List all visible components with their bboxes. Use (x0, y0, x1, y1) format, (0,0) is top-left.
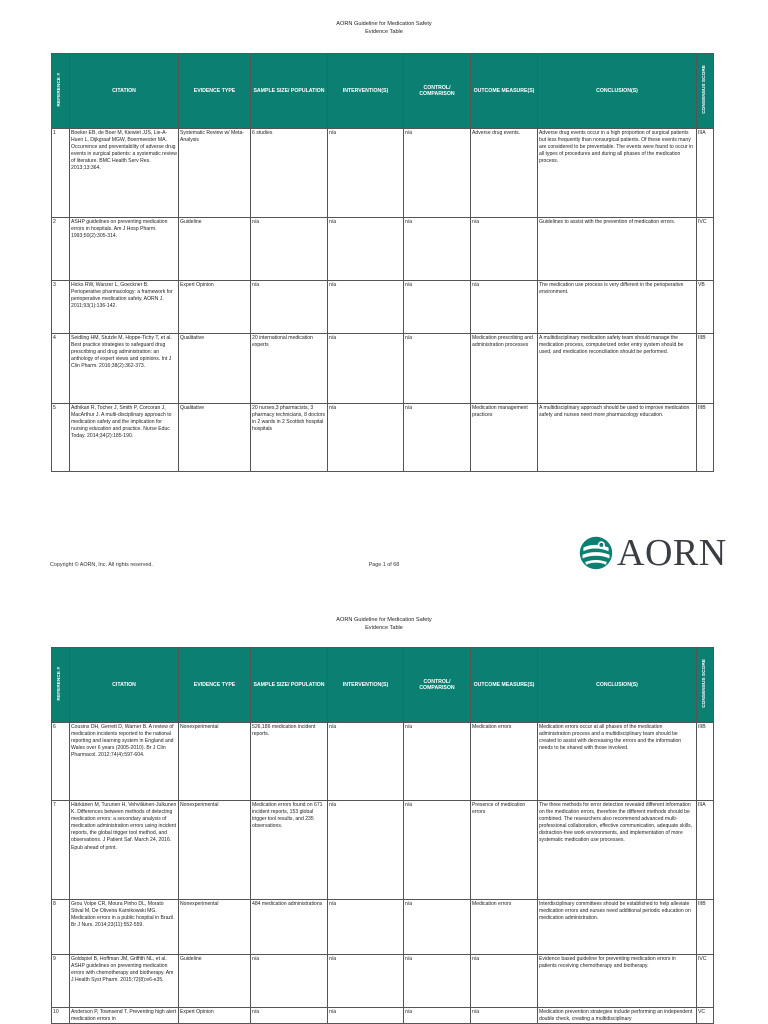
cell-conclusion: Medication prevention strategies include performing an independent double check, creating a multidisciplinary (538, 1008, 697, 1024)
cell-outcome: Presence of medication errors (471, 801, 538, 900)
cell-ref: 6 (52, 723, 70, 801)
cell-type: Nonexperimental (179, 801, 251, 900)
cell-conclusion: A multidisciplinary medication safety team should manage the medication process, computerized order entry system should be used, and medication reconciliation should be performed. (538, 334, 697, 404)
cell-citation: ASHP guidelines on preventing medication errors in hospitals. Am J Hosp Pharm. 1993;50(2):305-314. (70, 218, 179, 281)
cell-control: n/a (404, 404, 471, 472)
cell-citation: Adhikari R, Tocher J, Smith P, Corcoran J, MacArthur J. A multi-disciplinary approach to medication safety and the implication for nursing education and practice. Nurse Educ Today. 2014;34(2):185-190. (70, 404, 179, 472)
header-conclusion: CONCLUSION(S) (538, 648, 697, 723)
header-citation: CITATION (70, 648, 179, 723)
cell-score: VB (697, 281, 714, 334)
footer-copyright: Copyright © AORN, Inc. All rights reserved. (50, 562, 153, 568)
document-subtitle: Evidence Table (365, 28, 403, 35)
evidence-table-page-1 (51, 53, 714, 472)
cell-citation: Boeker EB, de Boer M, Kiewiet JJS, Lie-A-Huen L, Dijkgraaf MGW, Boermeester MA. Occurrence and preventability of adverse drug events in surgical patients: a systematic review of literature. BMC Health Serv Res. 2013;13:364. (70, 129, 179, 218)
evidence-table-page-2 (51, 647, 714, 1024)
cell-score: IIIA (697, 129, 714, 218)
cell-outcome: Adverse drug events. (471, 129, 538, 218)
cell-sample: 20 nurses,3 pharmacists, 3 pharmacy technicians, 8 doctors in 2 wards in 2 Scottish hospital hospitals (251, 404, 328, 472)
cell-control: n/a (404, 129, 471, 218)
header-intervention: INTERVENTION(S) (328, 54, 404, 129)
cell-score: IIIB (697, 404, 714, 472)
cell-sample: n/a (251, 1008, 328, 1024)
header-evidence-type: EVIDENCE TYPE (179, 54, 251, 129)
header-outcome: OUTCOME MEASURE(S) (471, 54, 538, 129)
cell-citation: Goldspiel B, Hoffman JM, Griffith NL, et al. ASHP guidelines on preventing medication errors with chemotherapy and biotherapy. Am J Health Syst Pharm. 2015;72(8):e6-e35. (70, 955, 179, 1008)
cell-ref: 2 (52, 218, 70, 281)
cell-ref: 4 (52, 334, 70, 404)
cell-type: Nonexperimental (179, 900, 251, 955)
cell-control: n/a (404, 900, 471, 955)
cell-ref: 5 (52, 404, 70, 472)
cell-conclusion: Guidelines to assist with the prevention of medication errors. (538, 218, 697, 281)
cell-score: IIIB (697, 334, 714, 404)
cell-outcome: n/a (471, 955, 538, 1008)
cell-conclusion: The medication use process is very different in the perioperative environment. (538, 281, 697, 334)
cell-outcome: Medication management practices (471, 404, 538, 472)
cell-citation: Hicks RW, Wanzer L, Goeckner B. Perioperative pharmacology: a framework for perioperative medication safety. AORN J. 2011;93(1):136-142. (70, 281, 179, 334)
cell-citation: Seidling HM, Stutzle M, Hoppe-Tichy T, et al. Best practice strategies to safeguard drug prescribing and drug administration: an anthology of expert views and opinions. Int J Clin Pharm. 2016;38(2):362-373. (70, 334, 179, 404)
cell-ref: 8 (52, 900, 70, 955)
header-control: CONTROL/ COMPARISON (404, 648, 471, 723)
cell-sample: n/a (251, 955, 328, 1008)
cell-score: IVC (697, 218, 714, 281)
cell-sample: n/a (251, 218, 328, 281)
cell-intervention: n/a (328, 281, 404, 334)
cell-score: IIIB (697, 900, 714, 955)
cell-sample: 20 international medication experts (251, 334, 328, 404)
table-row (52, 1008, 714, 1024)
footer-page-number: Page 1 of 68 (368, 562, 400, 568)
cell-ref: 9 (52, 955, 70, 1008)
cell-intervention: n/a (328, 801, 404, 900)
aorn-logo-text: AORN (617, 532, 727, 574)
cell-conclusion: Interdisciplinary committees should be established to help alleviate medication errors and nurses need additional periodic education on medication administration. (538, 900, 697, 955)
table-row (52, 404, 714, 472)
cell-intervention: n/a (328, 334, 404, 404)
cell-control: n/a (404, 801, 471, 900)
header-sample: SAMPLE SIZE/ POPULATION (251, 648, 328, 723)
table-row (52, 334, 714, 404)
cell-intervention: n/a (328, 900, 404, 955)
document-subtitle: Evidence Table (365, 624, 403, 631)
table-row (52, 723, 714, 801)
table-row (52, 218, 714, 281)
header-citation: CITATION (70, 54, 179, 129)
cell-control: n/a (404, 218, 471, 281)
cell-score: IVC (697, 955, 714, 1008)
cell-intervention: n/a (328, 955, 404, 1008)
cell-sample: Medication errors found on 671 incident reports, 153 global trigger tool results, and 235 observations. (251, 801, 328, 900)
cell-type: Systematic Review w/ Meta-Analysis (179, 129, 251, 218)
cell-intervention: n/a (328, 1008, 404, 1024)
header-sample: SAMPLE SIZE/ POPULATION (251, 54, 328, 129)
cell-control: n/a (404, 1008, 471, 1024)
cell-sample: n/a (251, 281, 328, 334)
cell-outcome: n/a (471, 1008, 538, 1024)
cell-intervention: n/a (328, 218, 404, 281)
cell-citation: Cousins DH, Gerrett D, Warner B. A review of medication incidents reported to the national reporting and learning system in England and Wales over 6 years (2005-2010). Br J Clin Pharmacol. 2012;74(4):597-604. (70, 723, 179, 801)
cell-sample: 6 studies (251, 129, 328, 218)
cell-citation: Anderson P, Townsend T. Preventing high alert medication errors in (70, 1008, 179, 1024)
cell-conclusion: Medication errors occur at all phases of the medication administration process and a multidisciplinary team should be created to assist with decreasing the errors and the information needs to be shared with those involved. (538, 723, 697, 801)
page-title (0, 21, 768, 36)
document-title: AORN Guideline for Medication Safety (336, 21, 432, 27)
cell-conclusion: Evidence based guideline for preventing medication errors in patients receiving chemotherapy and biotherapy. (538, 955, 697, 1008)
header-evidence-type: EVIDENCE TYPE (179, 648, 251, 723)
cell-intervention: n/a (328, 404, 404, 472)
cell-outcome: Medication errors (471, 900, 538, 955)
cell-conclusion: A multidisciplinary approach should be used to improve medication safety and nurses need more pharmacology education. (538, 404, 697, 472)
header-reference: REFERENCE # (52, 54, 70, 129)
cell-outcome: Medication prescribing and administration processes (471, 334, 538, 404)
cell-citation: Grou Volpe CR, Moura Pinho DL, Morato Stival M, De Oliveira Karnikowski MG. Medication errors in a public hospital in Brazil. Br J Nurs. 2014;23(11):552-559. (70, 900, 179, 955)
header-consensus: CONSENSUS SCORE (697, 648, 714, 723)
header-conclusion: CONCLUSION(S) (538, 54, 697, 129)
table-row (52, 900, 714, 955)
cell-type: Expert Opinion (179, 1008, 251, 1024)
header-intervention: INTERVENTION(S) (328, 648, 404, 723)
header-control: CONTROL/ COMPARISON (404, 54, 471, 129)
header-consensus: CONSENSUS SCORE (697, 54, 714, 129)
cell-type: Nonexperimental (179, 723, 251, 801)
cell-outcome: Medication errors (471, 723, 538, 801)
cell-citation: Härkänen M, Turunen H, Vehviläinen-Julkunen K. Differences between methods of detecting medication errors: a secondary analysis of medication administration errors using incident reports, the global trigger tool method, and observations. J Patient Saf. March 24, 2016. Epub ahead of print. (70, 801, 179, 900)
cell-outcome: n/a (471, 281, 538, 334)
cell-conclusion: Adverse drug events occur in a high proportion of surgical patients but less frequently than nonsurgical patients. Of these events many are considered to be preventable. The events were found to occur in all types of procedures and during all phases of the medication process. (538, 129, 697, 218)
cell-type: Guideline (179, 955, 251, 1008)
cell-sample: 484 medication administrations (251, 900, 328, 955)
cell-control: n/a (404, 334, 471, 404)
table-row (52, 129, 714, 218)
table-row (52, 955, 714, 1008)
cell-intervention: n/a (328, 723, 404, 801)
cell-ref: 1 (52, 129, 70, 218)
table-row (52, 281, 714, 334)
document-title: AORN Guideline for Medication Safety (336, 617, 432, 623)
cell-score: VC (697, 1008, 714, 1024)
cell-conclusion: The three methods for error detection revealed different information on the medication errors, therefore the different methods should be combined. The researchers also recommend advanced multi-professional collaboration, effective communication, adequate skills, distraction-free work environments, and implementation of more systematic medication use processes. (538, 801, 697, 900)
cell-score: IIIA (697, 801, 714, 900)
header-reference: REFERENCE # (52, 648, 70, 723)
cell-score: IIIB (697, 723, 714, 801)
cell-ref: 3 (52, 281, 70, 334)
cell-intervention: n/a (328, 129, 404, 218)
cell-control: n/a (404, 723, 471, 801)
cell-type: Expert Opinion (179, 281, 251, 334)
table-row (52, 801, 714, 900)
cell-control: n/a (404, 955, 471, 1008)
cell-control: n/a (404, 281, 471, 334)
cell-type: Guideline (179, 218, 251, 281)
page-title (0, 617, 768, 632)
cell-ref: 7 (52, 801, 70, 900)
cell-type: Qualitative (179, 334, 251, 404)
cell-outcome: n/a (471, 218, 538, 281)
header-outcome: OUTCOME MEASURE(S) (471, 648, 538, 723)
cell-ref: 10 (52, 1008, 70, 1024)
cell-type: Qualitative (179, 404, 251, 472)
cell-sample: 526,186 medication incident reports. (251, 723, 328, 801)
